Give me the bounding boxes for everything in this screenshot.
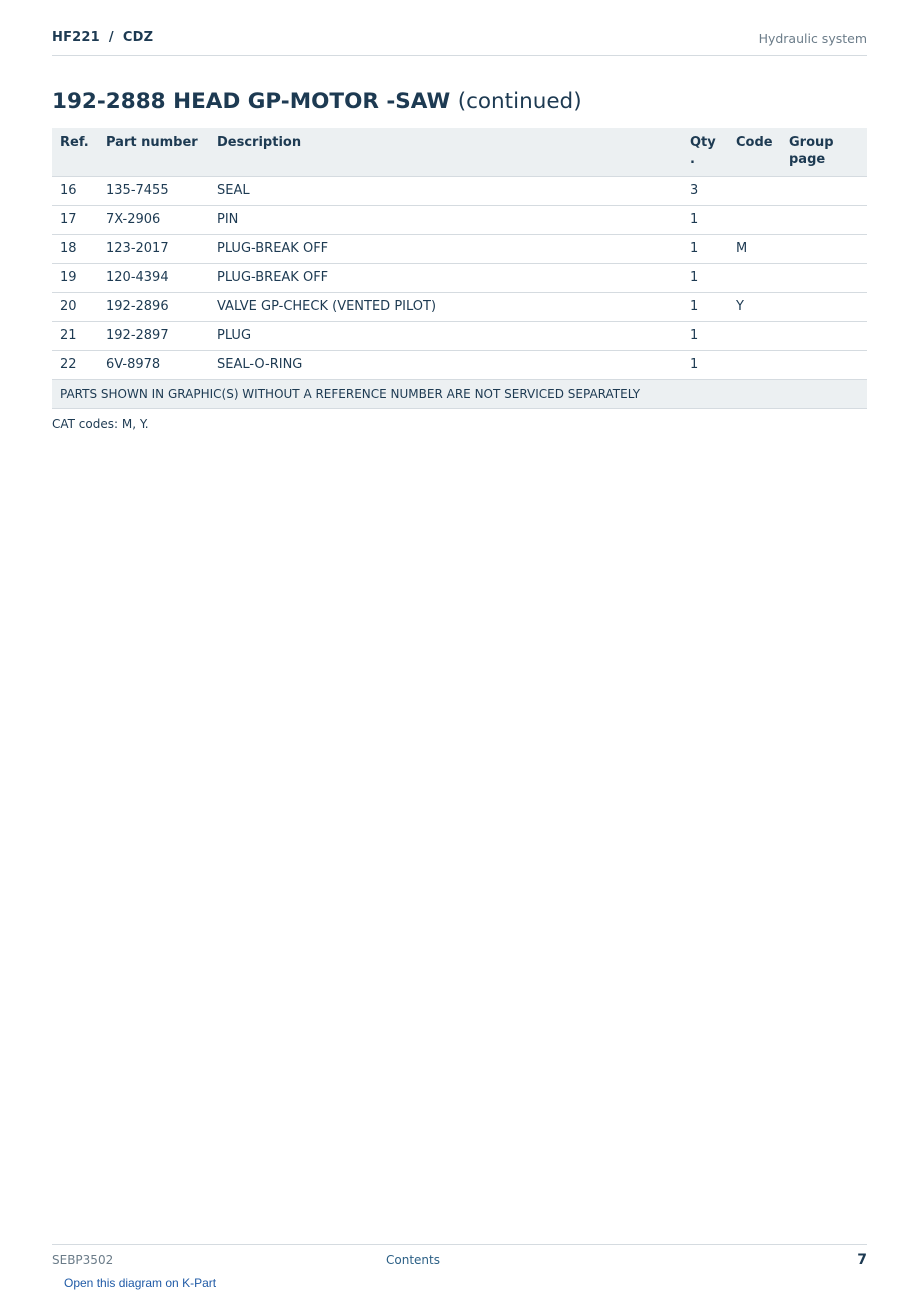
cell-description: SEAL xyxy=(209,177,682,206)
page-footer xyxy=(52,1244,867,1275)
cell-group-page xyxy=(781,206,867,235)
cell-qty: 1 xyxy=(682,206,728,235)
cell-group-page xyxy=(781,322,867,351)
cell-code: M xyxy=(728,235,781,264)
continued-label: (continued) xyxy=(457,89,582,114)
table-row xyxy=(52,351,867,380)
col-header-part-number: Part number xyxy=(98,128,209,177)
cell-ref: 21 xyxy=(52,322,98,351)
cell-qty: 1 xyxy=(682,264,728,293)
cell-ref: 20 xyxy=(52,293,98,322)
cell-ref: 18 xyxy=(52,235,98,264)
cell-code xyxy=(728,351,781,380)
col-header-group-page: Group page xyxy=(781,128,867,177)
cell-code xyxy=(728,177,781,206)
cell-part-number: 7X-2906 xyxy=(98,206,209,235)
cell-part-number: 192-2897 xyxy=(98,322,209,351)
cell-group-page xyxy=(781,264,867,293)
cell-group-page xyxy=(781,177,867,206)
cell-qty: 1 xyxy=(682,322,728,351)
cell-ref: 17 xyxy=(52,206,98,235)
contents-link[interactable]: Contents xyxy=(386,1253,440,1267)
cell-ref: 19 xyxy=(52,264,98,293)
table-row xyxy=(52,177,867,206)
cell-description: PIN xyxy=(209,206,682,235)
table-header-row xyxy=(52,128,867,177)
cell-code xyxy=(728,322,781,351)
cat-codes-note: CAT codes: M, Y. xyxy=(52,417,149,431)
document-id: SEBP3502 xyxy=(52,1253,114,1267)
section-title: Hydraulic system xyxy=(758,31,867,46)
cell-description: PLUG xyxy=(209,322,682,351)
cell-description: PLUG-BREAK OFF xyxy=(209,235,682,264)
cell-qty: 3 xyxy=(682,177,728,206)
cell-description: VALVE GP-CHECK (VENTED PILOT) xyxy=(209,293,682,322)
model-name: HF221 xyxy=(52,30,100,45)
cell-description: SEAL-O-RING xyxy=(209,351,682,380)
table-row xyxy=(52,206,867,235)
breadcrumb-separator: / xyxy=(108,30,114,45)
cell-qty: 1 xyxy=(682,293,728,322)
cell-description: PLUG-BREAK OFF xyxy=(209,264,682,293)
table-note-row xyxy=(52,380,867,409)
table-row xyxy=(52,264,867,293)
table-row xyxy=(52,235,867,264)
cell-part-number: 192-2896 xyxy=(98,293,209,322)
col-header-description: Description xyxy=(209,128,682,177)
service-note: PARTS SHOWN IN GRAPHIC(S) WITHOUT A REFERENCE NUMBER ARE NOT SERVICED SEPARATELY xyxy=(52,380,867,409)
cell-code: Y xyxy=(728,293,781,322)
col-header-code: Code xyxy=(728,128,781,177)
cell-code xyxy=(728,264,781,293)
cell-group-page xyxy=(781,351,867,380)
cell-code xyxy=(728,206,781,235)
table-row xyxy=(52,322,867,351)
cell-part-number: 123-2017 xyxy=(98,235,209,264)
col-header-ref: Ref. xyxy=(52,128,98,177)
cell-ref: 16 xyxy=(52,177,98,206)
col-header-qty: Qty . xyxy=(682,128,728,177)
cell-qty: 1 xyxy=(682,235,728,264)
cell-qty: 1 xyxy=(682,351,728,380)
table-row xyxy=(52,293,867,322)
model-breadcrumb xyxy=(52,30,153,45)
cell-part-number: 6V-8978 xyxy=(98,351,209,380)
model-code: CDZ xyxy=(122,30,154,45)
page-title xyxy=(52,89,582,114)
cell-part-number: 120-4394 xyxy=(98,264,209,293)
group-title: 192-2888 HEAD GP-MOTOR -SAW xyxy=(52,89,451,114)
kpart-diagram-link[interactable]: Open this diagram on K-Part xyxy=(64,1276,217,1290)
cell-part-number: 135-7455 xyxy=(98,177,209,206)
page-number: 7 xyxy=(857,1252,867,1268)
page-header xyxy=(52,28,867,56)
cell-ref: 22 xyxy=(52,351,98,380)
cell-group-page xyxy=(781,293,867,322)
parts-table xyxy=(52,128,867,409)
cell-group-page xyxy=(781,235,867,264)
